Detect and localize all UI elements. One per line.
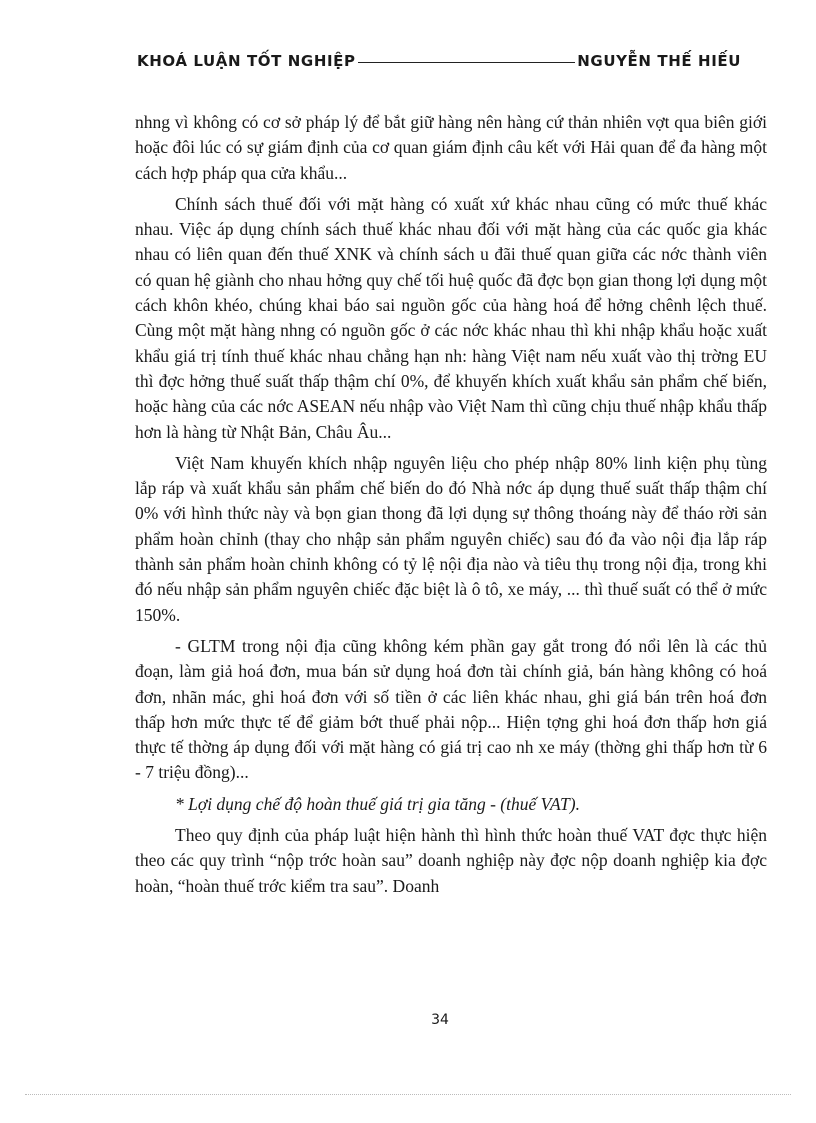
document-body: [135, 110, 767, 905]
paragraph-continuation: nhng vì không có cơ sở pháp lý để bắt giữ hàng nên hàng cứ thản nhiên vợt qua biên giới hoặc đôi lúc có sự giám định của cơ quan giám định câu kết với Hải quan để đa hàng một cách hợp pháp qua cửa khẩu...: [135, 112, 767, 183]
header-author-name: NGUYỄN THẾ HIẾU: [577, 52, 741, 70]
page-number: 34: [431, 1012, 449, 1028]
section-heading-vat-refund: * Lợi dụng chế độ hoàn thuế giá trị gia tăng - (thuế VAT).: [175, 793, 580, 814]
paragraph-vat-refund: Theo quy định của pháp luật hiện hành thì hình thức hoàn thuế VAT đợc thực hiện theo các quy trình “nộp trớc hoàn sau” doanh nghiệp này đợc nộp doanh nghiệp kia đợc hoàn, “hoàn thuế trớc kiểm tra sau”. Doanh: [135, 825, 767, 896]
header-thesis-title: KHOÁ LUẬN TỐT NGHIỆP: [137, 52, 356, 70]
paragraph-domestic-fraud: - GLTM trong nội địa cũng không kém phần gay gắt trong đó nổi lên là các thủ đoạn, làm giả hoá đơn, mua bán sử dụng hoá đơn tài chính giả, bán hàng không có hoá đơn, nhãn mác, ghi hoá đơn với số tiền ở các liên khác nhau, ghi giá bán trên hoá đơn thấp hơn mức thực tế để giảm bớt thuế phải nộp... Hiện tợng ghi hoá đơn thấp hơn giá thực tế thờng áp dụng đối với mặt hàng có giá trị cao nh xe máy (thờng ghi thấp hơn từ 6 - 7 triệu đồng)...: [135, 635, 767, 783]
footer-rule: [25, 1094, 791, 1095]
paragraph-tax-policy: Chính sách thuế đối với mặt hàng có xuất xứ khác nhau cũng có mức thuế khác nhau. Việc áp dụng chính sách thuế khác nhau đối với mặt hàng của các quốc gia khác nhau có liên quan đến thuế XNK và chính sách u đãi thuế quan giữa các nớc thành viên có quan hệ giành cho nhau hởng quy chế tối huệ quốc đã đợc bọn gian thong lợi dụng một cách khôn khéo, chúng khai báo sai nguồn gốc của hàng hoá để hởng chênh lệch thuế. Cùng một mặt hàng nhng có nguồn gốc ở các nớc khác nhau thì khi nhập khẩu hoặc xuất khẩu giá trị tính thuế khác nhau chẳng hạn nh: hàng Việt nam nếu xuất vào thị trờng EU thì đợc hởng thuế suất thấp thậm chí 0%, để khuyến khích xuất khẩu sản phẩm chế biến, hoặc hàng của các nớc ASEAN nếu nhập vào Việt Nam thì cũng chịu thuế nhập khẩu thấp hơn là hàng từ Nhật Bản, Châu Âu...: [135, 193, 767, 442]
page-header: [135, 50, 743, 74]
paragraph-import-components: Việt Nam khuyến khích nhập nguyên liệu cho phép nhập 80% linh kiện phụ tùng lắp ráp và xuất khẩu sản phẩm chế biến do đó Nhà nớc áp dụng thuế suất thấp thậm chí 0% với hình thức này và bọn gian thong đã lợi dụng sự thông thoáng này để tháo rời sản phẩm hoàn chỉnh (thay cho nhập sản phẩm nguyên chiếc) sau đó đa vào nội địa lắp ráp thành sản phẩm hoàn chỉnh không có tỷ lệ nội địa nào và tiêu thụ trong nội địa, trong khi đó nếu nhập sản phẩm nguyên chiếc đặc biệt là ô tô, xe máy, ... thì thuế suất có thể ở mức 150%.: [135, 452, 767, 625]
